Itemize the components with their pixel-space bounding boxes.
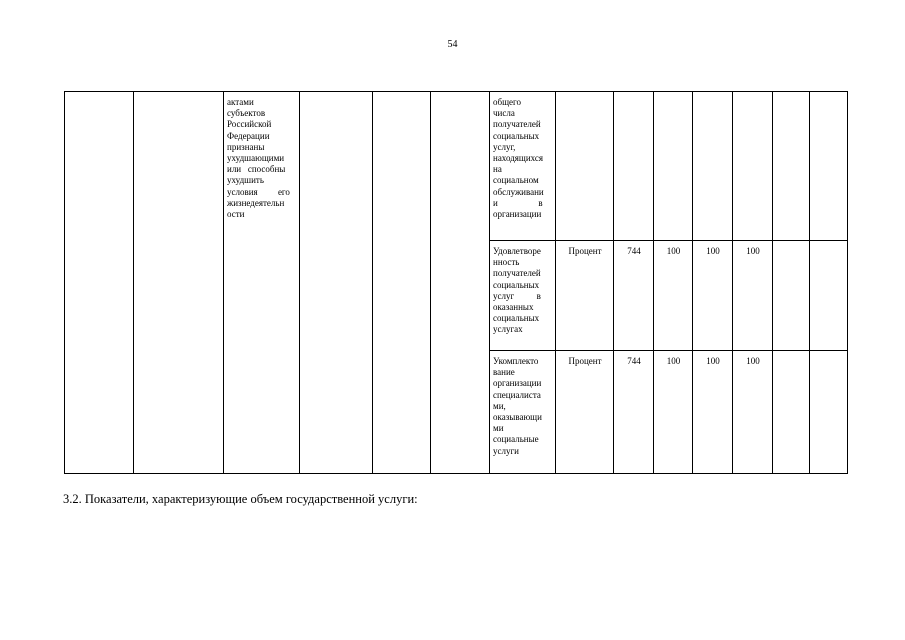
indicator-name-cell: [490, 92, 556, 241]
indicators-table: [64, 91, 848, 474]
unit-cell: Процент: [556, 241, 614, 351]
text-line: социальных: [493, 313, 540, 324]
table-cell-empty: [810, 92, 848, 241]
text-line: Российской: [227, 119, 272, 130]
section-heading: 3.2. Показатели, характеризующие объем государственной услуги:: [63, 492, 418, 506]
table-cell-empty: [773, 241, 810, 351]
text-line: жизнедеятельн: [227, 197, 285, 208]
table-cell-empty: [373, 92, 431, 474]
unit-cell: Процент: [556, 351, 614, 474]
indicator-name: [493, 97, 553, 220]
text-line: числа: [493, 108, 515, 119]
text-line: социальных: [493, 279, 540, 290]
text-line: актами: [227, 97, 254, 107]
indicator-name-cell: [490, 351, 556, 474]
value-cell: 100: [733, 241, 773, 351]
text-line: оказывающи: [493, 412, 542, 423]
okei-cell: 744: [614, 351, 654, 474]
table-cell-empty: [134, 92, 224, 474]
text-line: оказанных: [493, 302, 534, 313]
text-line: услугах: [493, 324, 523, 335]
text-line: или способны: [227, 164, 286, 175]
value-cell: 100: [693, 241, 733, 351]
normative-act-cell: [224, 92, 300, 474]
table-cell-empty: [300, 92, 373, 474]
text-line: общего: [493, 97, 521, 107]
text-line: ухудшающими: [227, 153, 285, 164]
text-line: организации: [493, 209, 542, 220]
text-line: Федерации: [227, 130, 270, 141]
table-cell-empty: [773, 351, 810, 474]
text-line: Укомплекто: [493, 356, 539, 366]
indicator-name: [493, 356, 553, 457]
value-cell: 100: [693, 351, 733, 474]
value-cell: 100: [654, 241, 693, 351]
value-cell: 100: [654, 351, 693, 474]
unit-cell: [556, 92, 614, 241]
text-line: условия его: [227, 186, 290, 197]
text-line: социальных: [493, 130, 540, 141]
text-line: субъектов: [227, 108, 266, 119]
table-cell-empty: [773, 92, 810, 241]
table-cell-empty: [810, 241, 848, 351]
text-line: услуг,: [493, 141, 516, 152]
table-cell-empty: [810, 351, 848, 474]
text-line: ми,: [493, 400, 506, 411]
text-line: на: [493, 164, 502, 175]
value-cell: [733, 92, 773, 241]
value-cell: [693, 92, 733, 241]
text-line: ухудшить: [227, 175, 264, 186]
value-cell: [654, 92, 693, 241]
text-line: нность: [493, 257, 520, 268]
text-line: признаны: [227, 141, 265, 152]
text-line: ости: [227, 209, 245, 220]
text-line: вание: [493, 367, 515, 378]
text-line: услуги: [493, 445, 519, 456]
text-line: получателей: [493, 119, 541, 130]
text-line: ми: [493, 423, 504, 434]
normative-act-text: [227, 97, 297, 220]
text-line: получателей: [493, 268, 541, 279]
text-line: находящихся: [493, 153, 544, 164]
text-line: обслуживани: [493, 186, 544, 197]
indicator-name: [493, 246, 553, 336]
table-cell-empty: [65, 92, 134, 474]
text-line: и в: [493, 197, 543, 208]
okei-cell: [614, 92, 654, 241]
text-line: организации: [493, 378, 542, 389]
indicator-name-cell: [490, 241, 556, 351]
table-cell-empty: [431, 92, 490, 474]
page-number: 54: [447, 39, 458, 50]
text-line: социальном: [493, 175, 539, 186]
text-line: социальные: [493, 434, 539, 445]
text-line: Удовлетворе: [493, 246, 541, 256]
okei-cell: 744: [614, 241, 654, 351]
text-line: услуг в: [493, 290, 541, 301]
text-line: специалиста: [493, 389, 541, 400]
value-cell: 100: [733, 351, 773, 474]
table-row: [65, 92, 848, 241]
